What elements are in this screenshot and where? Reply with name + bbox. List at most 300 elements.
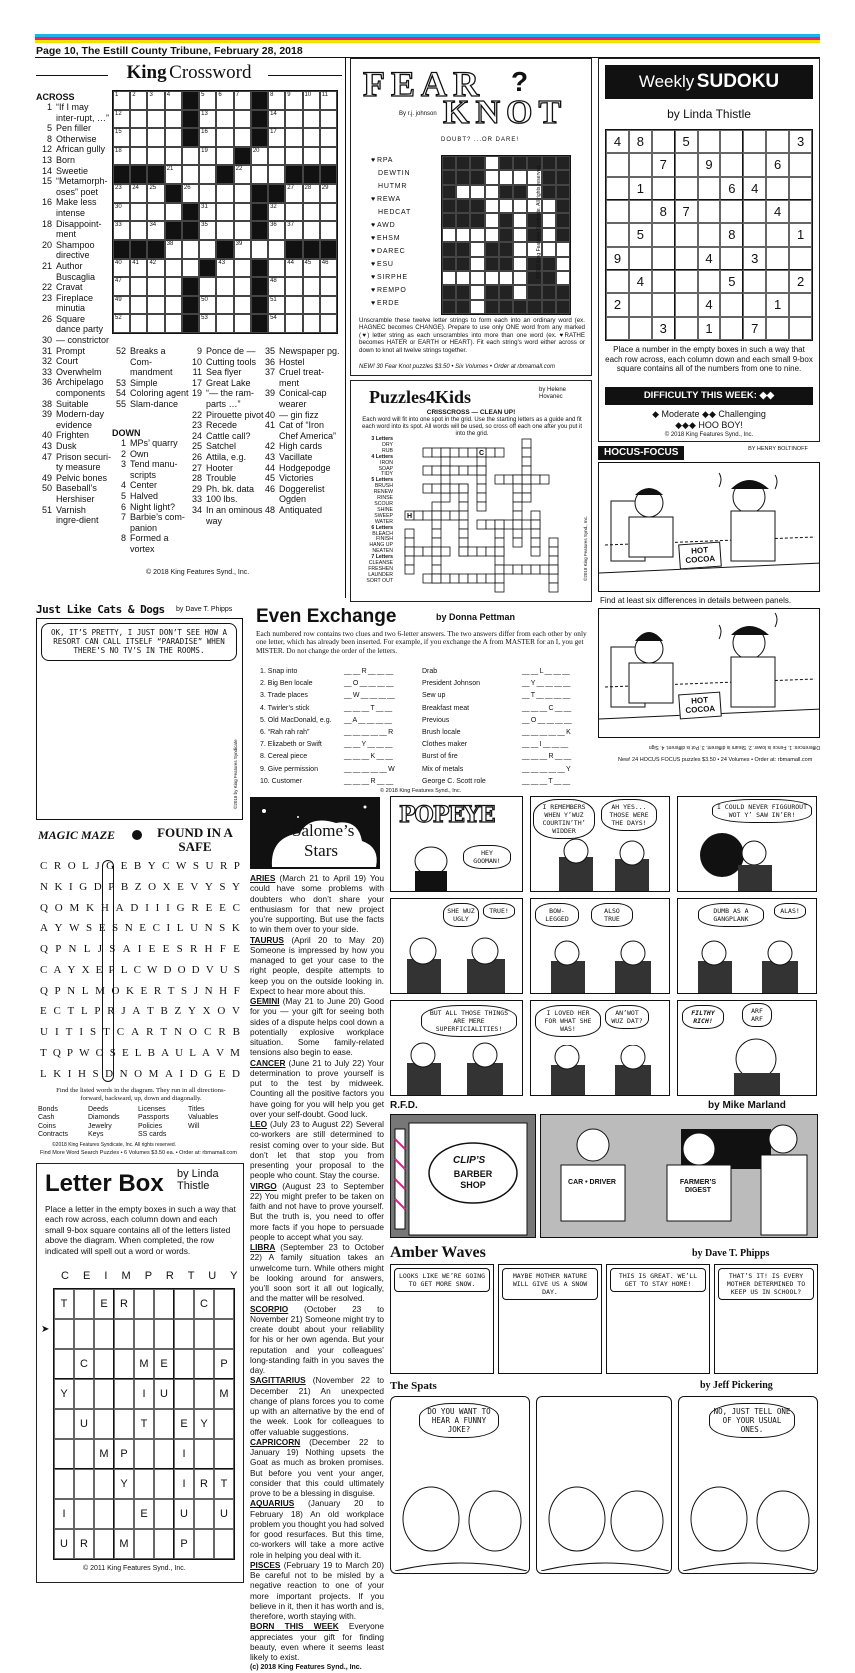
maze-letter[interactable]: E xyxy=(205,901,213,914)
sudoku-cell[interactable] xyxy=(606,200,629,223)
crossword-cell[interactable]: 39 xyxy=(234,240,251,259)
crossword-cell[interactable]: 28 xyxy=(303,184,320,203)
letterbox-cell[interactable] xyxy=(214,1529,234,1559)
maze-letter[interactable]: O xyxy=(67,859,76,872)
maze-letter[interactable]: G xyxy=(106,859,115,872)
p4k-cell[interactable] xyxy=(531,565,540,574)
letterbox-cell[interactable] xyxy=(74,1319,94,1349)
crossword-cell[interactable]: 34 xyxy=(147,221,164,240)
crossword-cell[interactable] xyxy=(320,203,337,222)
crossword-cell[interactable] xyxy=(165,259,182,278)
fearknot-cell[interactable] xyxy=(513,242,527,256)
crossword-cell[interactable] xyxy=(234,277,251,296)
fearknot-cell[interactable] xyxy=(556,271,570,285)
p4k-cell[interactable] xyxy=(423,547,432,556)
fearknot-cell[interactable] xyxy=(556,242,570,256)
p4k-cell[interactable] xyxy=(405,529,414,538)
fearknot-cell[interactable] xyxy=(470,257,484,271)
crossword-cell[interactable] xyxy=(147,277,164,296)
maze-letter[interactable]: R xyxy=(191,901,199,914)
p4k-cell[interactable] xyxy=(423,511,432,520)
crossword-cell[interactable] xyxy=(303,296,320,315)
maze-letter[interactable]: I xyxy=(137,943,142,956)
p4k-cell[interactable] xyxy=(423,448,432,457)
even-answer[interactable]: __ __ __ K __ __ xyxy=(344,753,393,761)
maze-letter[interactable]: J xyxy=(193,984,199,997)
crossword-cell[interactable] xyxy=(182,240,199,259)
crossword-cell[interactable]: 18 xyxy=(113,147,130,166)
crossword-cell[interactable] xyxy=(320,221,337,240)
maze-letter[interactable]: U xyxy=(40,1026,48,1039)
maze-letter[interactable]: T xyxy=(160,1026,168,1039)
sudoku-cell[interactable] xyxy=(698,177,721,200)
fearknot-cell[interactable] xyxy=(470,271,484,285)
sudoku-cell[interactable] xyxy=(606,177,629,200)
p4k-cell[interactable] xyxy=(459,484,468,493)
maze-letter[interactable]: D xyxy=(189,1067,198,1080)
crossword-cell[interactable] xyxy=(130,203,147,222)
sudoku-cell[interactable] xyxy=(743,200,766,223)
even-answer[interactable]: __ __ __ __ __ K xyxy=(522,729,571,737)
p4k-cell[interactable] xyxy=(495,556,504,565)
maze-letter[interactable]: Y xyxy=(67,963,76,976)
p4k-cell[interactable] xyxy=(450,466,459,475)
letterbox-cell[interactable] xyxy=(134,1289,154,1319)
maze-letter[interactable]: E xyxy=(98,922,106,935)
maze-letter[interactable]: A xyxy=(202,1047,210,1060)
letterbox-cell[interactable] xyxy=(114,1409,134,1439)
crossword-cell[interactable] xyxy=(147,147,164,166)
letterbox-cell[interactable] xyxy=(194,1349,214,1379)
even-answer[interactable]: __ __ Y __ __ __ xyxy=(344,741,393,749)
sudoku-cell[interactable] xyxy=(789,247,812,270)
maze-letter[interactable]: E xyxy=(40,1005,47,1018)
sudoku-cell[interactable] xyxy=(743,130,766,153)
sudoku-cell[interactable] xyxy=(629,153,652,176)
crossword-cell[interactable]: 38 xyxy=(165,240,182,259)
maze-letter[interactable]: A xyxy=(115,901,124,914)
maze-letter[interactable]: P xyxy=(94,1005,101,1018)
maze-letter[interactable]: U xyxy=(190,922,199,935)
fearknot-cell[interactable] xyxy=(485,199,499,213)
maze-letter[interactable]: S xyxy=(112,922,119,935)
even-answer[interactable]: __ __ __ T __ __ xyxy=(344,704,392,712)
maze-letter[interactable]: C xyxy=(162,859,170,872)
p4k-cell[interactable] xyxy=(459,574,468,583)
crossword-cell[interactable]: 7 xyxy=(234,91,251,110)
maze-letter[interactable]: Y xyxy=(187,1005,196,1018)
sudoku-cell[interactable] xyxy=(652,247,675,270)
maze-letter[interactable]: N xyxy=(174,1026,183,1039)
maze-letter[interactable]: R xyxy=(218,1026,226,1039)
maze-letter[interactable]: Z xyxy=(174,1005,182,1018)
p4k-cell[interactable] xyxy=(522,565,531,574)
crossword-cell[interactable] xyxy=(130,221,147,240)
p4k-cell[interactable] xyxy=(468,466,477,475)
maze-letter[interactable]: L xyxy=(120,963,128,976)
maze-letter[interactable]: I xyxy=(79,1026,83,1039)
p4k-cell[interactable] xyxy=(531,547,540,556)
crossword-cell[interactable]: 31 xyxy=(199,203,216,222)
sudoku-cell[interactable] xyxy=(720,317,743,340)
maze-letter[interactable]: V xyxy=(216,1047,225,1060)
p4k-cell[interactable] xyxy=(477,502,486,511)
maze-letter[interactable]: C xyxy=(152,922,160,935)
sudoku-cell[interactable] xyxy=(652,270,675,293)
maze-letter[interactable]: E xyxy=(218,1067,226,1080)
p4k-cell[interactable] xyxy=(477,520,486,529)
fearknot-cell[interactable] xyxy=(499,170,513,184)
sudoku-cell[interactable] xyxy=(766,247,789,270)
crossword-cell[interactable]: 5 xyxy=(199,91,216,110)
crossword-cell[interactable] xyxy=(285,110,302,129)
maze-letter[interactable]: L xyxy=(134,1047,142,1060)
sudoku-cell[interactable] xyxy=(766,177,789,200)
crossword-cell[interactable]: 41 xyxy=(130,259,147,278)
letterbox-cell[interactable] xyxy=(54,1319,74,1349)
crossword-cell[interactable]: 23 xyxy=(113,184,130,203)
crossword-cell[interactable]: 51 xyxy=(268,296,285,315)
p4k-cell[interactable] xyxy=(477,547,486,556)
letterbox-cell[interactable] xyxy=(174,1349,194,1379)
crossword-cell[interactable]: 30 xyxy=(113,203,130,222)
sudoku-cell[interactable] xyxy=(698,223,721,246)
p4k-cell[interactable] xyxy=(450,574,459,583)
crossword-cell[interactable] xyxy=(234,314,251,333)
p4k-cell[interactable] xyxy=(405,556,414,565)
letterbox-cell[interactable] xyxy=(54,1439,74,1469)
maze-letter[interactable]: K xyxy=(54,880,63,893)
maze-letter[interactable]: O xyxy=(177,963,186,976)
crossword-cell[interactable] xyxy=(234,110,251,129)
p4k-cell[interactable] xyxy=(477,475,486,484)
crossword-cell[interactable]: 37 xyxy=(285,221,302,240)
maze-letter[interactable]: E xyxy=(219,901,226,914)
maze-letter[interactable]: L xyxy=(83,943,91,956)
letterbox-cell[interactable] xyxy=(194,1529,214,1559)
sudoku-cell[interactable] xyxy=(629,293,652,316)
maze-letter[interactable]: T xyxy=(67,1005,75,1018)
p4k-cell[interactable] xyxy=(450,484,459,493)
maze-letter[interactable]: R xyxy=(219,859,228,872)
maze-letter[interactable]: E xyxy=(121,1047,129,1060)
maze-letter[interactable]: J xyxy=(121,1005,126,1018)
p4k-cell[interactable] xyxy=(513,493,522,502)
fearknot-cell[interactable] xyxy=(499,199,513,213)
maze-letter[interactable]: A xyxy=(53,963,62,976)
even-answer[interactable]: __ __ __ T __ __ xyxy=(522,777,570,785)
crossword-cell[interactable] xyxy=(285,296,302,315)
maze-letter[interactable]: S xyxy=(86,922,93,935)
crossword-cell[interactable]: 14 xyxy=(268,110,285,129)
fearknot-cell[interactable] xyxy=(513,257,527,271)
p4k-cell[interactable] xyxy=(459,466,468,475)
letterbox-cell[interactable] xyxy=(174,1379,194,1409)
sudoku-cell[interactable] xyxy=(606,270,629,293)
maze-letter[interactable]: P xyxy=(66,1047,74,1060)
maze-letter[interactable]: Q xyxy=(40,943,48,956)
sudoku-cell[interactable] xyxy=(743,153,766,176)
letterbox-cell[interactable] xyxy=(214,1439,234,1469)
maze-letter[interactable]: O xyxy=(148,880,157,893)
letterbox-cell[interactable] xyxy=(74,1379,94,1409)
crossword-cell[interactable]: 47 xyxy=(113,277,130,296)
p4k-cell[interactable] xyxy=(549,556,558,565)
crossword-cell[interactable]: 36 xyxy=(268,221,285,240)
p4k-cell[interactable] xyxy=(549,583,558,592)
sudoku-cell[interactable] xyxy=(652,130,675,153)
crossword-cell[interactable]: 35 xyxy=(199,221,216,240)
crossword-cell[interactable]: 45 xyxy=(303,259,320,278)
letterbox-cell[interactable] xyxy=(134,1319,154,1349)
maze-letter[interactable]: C xyxy=(232,901,240,914)
maze-letter[interactable]: S xyxy=(92,1067,99,1080)
p4k-cell[interactable] xyxy=(513,520,522,529)
sudoku-cell[interactable] xyxy=(766,270,789,293)
crossword-cell[interactable]: 48 xyxy=(268,277,285,296)
letterbox-cell[interactable] xyxy=(94,1349,114,1379)
letterbox-cell[interactable] xyxy=(134,1469,154,1499)
maze-letter[interactable]: P xyxy=(108,963,115,976)
crossword-cell[interactable]: 26 xyxy=(182,184,199,203)
crossword-cell[interactable] xyxy=(165,296,182,315)
letterbox-cell[interactable] xyxy=(74,1469,94,1499)
maze-letter[interactable]: Y xyxy=(54,922,63,935)
maze-letter[interactable]: L xyxy=(176,922,184,935)
maze-letter[interactable]: L xyxy=(189,1047,196,1060)
maze-letter[interactable]: W xyxy=(69,922,80,935)
letterbox-cell[interactable] xyxy=(134,1439,154,1469)
maze-letter[interactable]: A xyxy=(40,922,48,935)
even-answer[interactable]: __ __ __ R __ __ xyxy=(344,777,393,785)
maze-letter[interactable]: H xyxy=(204,943,213,956)
maze-letter[interactable]: L xyxy=(40,1067,47,1080)
crossword-cell[interactable]: 32 xyxy=(268,203,285,222)
fearknot-cell[interactable] xyxy=(470,300,484,314)
maze-letter[interactable]: D xyxy=(232,1067,240,1080)
crossword-cell[interactable] xyxy=(303,147,320,166)
sudoku-cell[interactable] xyxy=(720,200,743,223)
maze-letter[interactable]: D xyxy=(163,963,172,976)
crossword-cell[interactable] xyxy=(216,314,233,333)
crossword-cell[interactable] xyxy=(285,203,302,222)
crossword-cell[interactable] xyxy=(216,184,233,203)
sudoku-cell[interactable] xyxy=(789,293,812,316)
p4k-cell[interactable] xyxy=(495,574,504,583)
p4k-cell[interactable] xyxy=(522,466,531,475)
p4k-cell[interactable] xyxy=(513,538,522,547)
sudoku-cell[interactable] xyxy=(698,200,721,223)
even-answer[interactable]: __ O __ __ __ __ xyxy=(522,716,572,724)
p4k-cell[interactable] xyxy=(513,565,522,574)
p4k-cell[interactable] xyxy=(486,547,495,556)
crossword-cell[interactable]: 20 xyxy=(251,147,268,166)
sudoku-cell[interactable] xyxy=(789,153,812,176)
maze-letter[interactable]: E xyxy=(148,943,156,956)
p4k-cell[interactable] xyxy=(540,565,549,574)
p4k-cell[interactable] xyxy=(495,538,504,547)
crossword-cell[interactable]: 3 xyxy=(147,91,164,110)
maze-letter[interactable]: H xyxy=(100,901,109,914)
crossword-cell[interactable] xyxy=(285,128,302,147)
p4k-cell[interactable] xyxy=(414,511,423,520)
fearknot-cell[interactable] xyxy=(513,228,527,242)
maze-letter[interactable]: C xyxy=(203,1026,212,1039)
letterbox-cell[interactable] xyxy=(94,1499,114,1529)
crossword-cell[interactable]: 15 xyxy=(113,128,130,147)
fearknot-cell[interactable] xyxy=(499,271,513,285)
p4k-cell[interactable] xyxy=(432,466,441,475)
letterbox-cell[interactable] xyxy=(74,1499,94,1529)
maze-letter[interactable]: X xyxy=(162,880,171,893)
letterbox-cell[interactable] xyxy=(114,1319,134,1349)
maze-letter[interactable]: N xyxy=(68,943,77,956)
crossword-cell[interactable] xyxy=(147,203,164,222)
crossword-cell[interactable]: 49 xyxy=(113,296,130,315)
p4k-cell[interactable] xyxy=(459,529,468,538)
maze-letter[interactable]: Z xyxy=(134,880,142,893)
crossword-cell[interactable] xyxy=(182,259,199,278)
letterbox-cell[interactable] xyxy=(114,1379,134,1409)
maze-letter[interactable]: T xyxy=(65,1026,73,1039)
sudoku-cell[interactable] xyxy=(629,317,652,340)
p4k-cell[interactable] xyxy=(540,475,549,484)
even-answer[interactable]: __ O __ __ __ __ xyxy=(344,680,394,688)
maze-letter[interactable]: I xyxy=(155,901,160,914)
fearknot-cell[interactable] xyxy=(442,271,456,285)
even-answer[interactable]: __ W __ __ __ __ xyxy=(344,692,395,700)
fearknot-cell[interactable] xyxy=(470,185,484,199)
crossword-cell[interactable] xyxy=(320,296,337,315)
p4k-cell[interactable] xyxy=(513,475,522,484)
p4k-cell[interactable] xyxy=(432,520,441,529)
p4k-cell[interactable] xyxy=(459,502,468,511)
maze-letter[interactable]: N xyxy=(40,880,48,893)
maze-letter[interactable]: D xyxy=(93,880,102,893)
crossword-cell[interactable] xyxy=(216,296,233,315)
crossword-cell[interactable] xyxy=(234,296,251,315)
maze-letter[interactable]: R xyxy=(189,943,198,956)
maze-letter[interactable]: V xyxy=(231,1005,240,1018)
p4k-cell[interactable] xyxy=(504,520,513,529)
p4k-cell[interactable] xyxy=(450,448,459,457)
crossword-cell[interactable] xyxy=(165,314,182,333)
p4k-cell[interactable] xyxy=(513,529,522,538)
p4k-cell[interactable] xyxy=(477,574,486,583)
maze-letter[interactable]: A xyxy=(122,943,131,956)
crossword-cell[interactable] xyxy=(251,165,268,184)
maze-letter[interactable]: E xyxy=(177,880,184,893)
maze-letter[interactable]: I xyxy=(145,901,149,914)
maze-letter[interactable]: E xyxy=(140,984,148,997)
maze-letter[interactable]: U xyxy=(175,1047,184,1060)
maze-letter[interactable]: I xyxy=(166,901,170,914)
fearknot-cell[interactable] xyxy=(485,228,499,242)
fearknot-cell[interactable] xyxy=(456,271,470,285)
maze-letter[interactable]: K xyxy=(53,1067,62,1080)
maze-letter[interactable]: P xyxy=(54,984,61,997)
even-answer[interactable]: __ __ __ R __ __ xyxy=(522,753,571,761)
p4k-cell[interactable] xyxy=(468,547,477,556)
maze-letter[interactable]: E xyxy=(162,943,170,956)
crossword-cell[interactable] xyxy=(303,128,320,147)
even-answer[interactable]: __ __ I __ __ __ xyxy=(522,741,568,749)
maze-letter[interactable]: H xyxy=(219,984,228,997)
maze-letter[interactable]: C xyxy=(133,963,141,976)
letterbox-cell[interactable] xyxy=(214,1409,234,1439)
p4k-cell[interactable] xyxy=(432,556,441,565)
crossword-cell[interactable]: 29 xyxy=(320,184,337,203)
sudoku-cell[interactable] xyxy=(652,293,675,316)
fearknot-cell[interactable] xyxy=(513,170,527,184)
crossword-cell[interactable] xyxy=(268,259,285,278)
fearknot-cell[interactable] xyxy=(542,199,556,213)
fearknot-cell[interactable] xyxy=(470,242,484,256)
fearknot-cell[interactable] xyxy=(470,228,484,242)
crossword-cell[interactable] xyxy=(285,314,302,333)
p4k-cell[interactable] xyxy=(432,547,441,556)
p4k-cell[interactable] xyxy=(504,475,513,484)
sudoku-cell[interactable] xyxy=(720,293,743,316)
maze-letter[interactable]: G xyxy=(204,1067,213,1080)
fearknot-cell[interactable] xyxy=(485,213,499,227)
crossword-cell[interactable]: 11 xyxy=(320,91,337,110)
crossword-cell[interactable] xyxy=(320,110,337,129)
maze-letter[interactable]: S xyxy=(89,1026,97,1039)
letterbox-cell[interactable] xyxy=(194,1319,214,1349)
fearknot-cell[interactable] xyxy=(456,185,470,199)
crossword-cell[interactable] xyxy=(147,314,164,333)
maze-letter[interactable]: T xyxy=(40,1047,47,1060)
p4k-cell[interactable] xyxy=(432,574,441,583)
maze-letter[interactable]: F xyxy=(219,943,226,956)
crossword-cell[interactable] xyxy=(165,147,182,166)
maze-letter[interactable]: S xyxy=(219,922,226,935)
letterbox-cell[interactable] xyxy=(54,1409,74,1439)
p4k-cell[interactable] xyxy=(405,538,414,547)
maze-letter[interactable]: O xyxy=(134,1067,143,1080)
maze-letter[interactable]: I xyxy=(166,922,171,935)
crossword-cell[interactable] xyxy=(130,110,147,129)
maze-letter[interactable]: Y xyxy=(232,880,240,893)
letterbox-cell[interactable] xyxy=(194,1439,214,1469)
p4k-cell[interactable] xyxy=(513,511,522,520)
crossword-cell[interactable] xyxy=(216,203,233,222)
maze-letter[interactable]: S xyxy=(109,1047,116,1060)
crossword-cell[interactable]: 33 xyxy=(113,221,130,240)
maze-letter[interactable]: M xyxy=(230,1047,240,1060)
maze-letter[interactable]: P xyxy=(55,943,62,956)
maze-letter[interactable]: D xyxy=(191,963,200,976)
maze-letter[interactable]: I xyxy=(69,880,73,893)
letterbox-cell[interactable] xyxy=(54,1469,74,1499)
p4k-cell[interactable] xyxy=(477,493,486,502)
crossword-cell[interactable] xyxy=(303,277,320,296)
maze-letter[interactable]: G xyxy=(79,880,88,893)
maze-letter[interactable]: B xyxy=(120,880,129,893)
sudoku-cell[interactable] xyxy=(720,130,743,153)
crossword-cell[interactable] xyxy=(234,259,251,278)
crossword-cell[interactable] xyxy=(320,147,337,166)
letterbox-cell[interactable] xyxy=(154,1289,174,1319)
crossword-cell[interactable] xyxy=(320,314,337,333)
crossword-cell[interactable] xyxy=(285,277,302,296)
letterbox-cell[interactable] xyxy=(54,1349,74,1379)
sudoku-cell[interactable] xyxy=(789,200,812,223)
fearknot-cell[interactable] xyxy=(556,257,570,271)
crossword-cell[interactable] xyxy=(268,147,285,166)
p4k-cell[interactable] xyxy=(477,484,486,493)
